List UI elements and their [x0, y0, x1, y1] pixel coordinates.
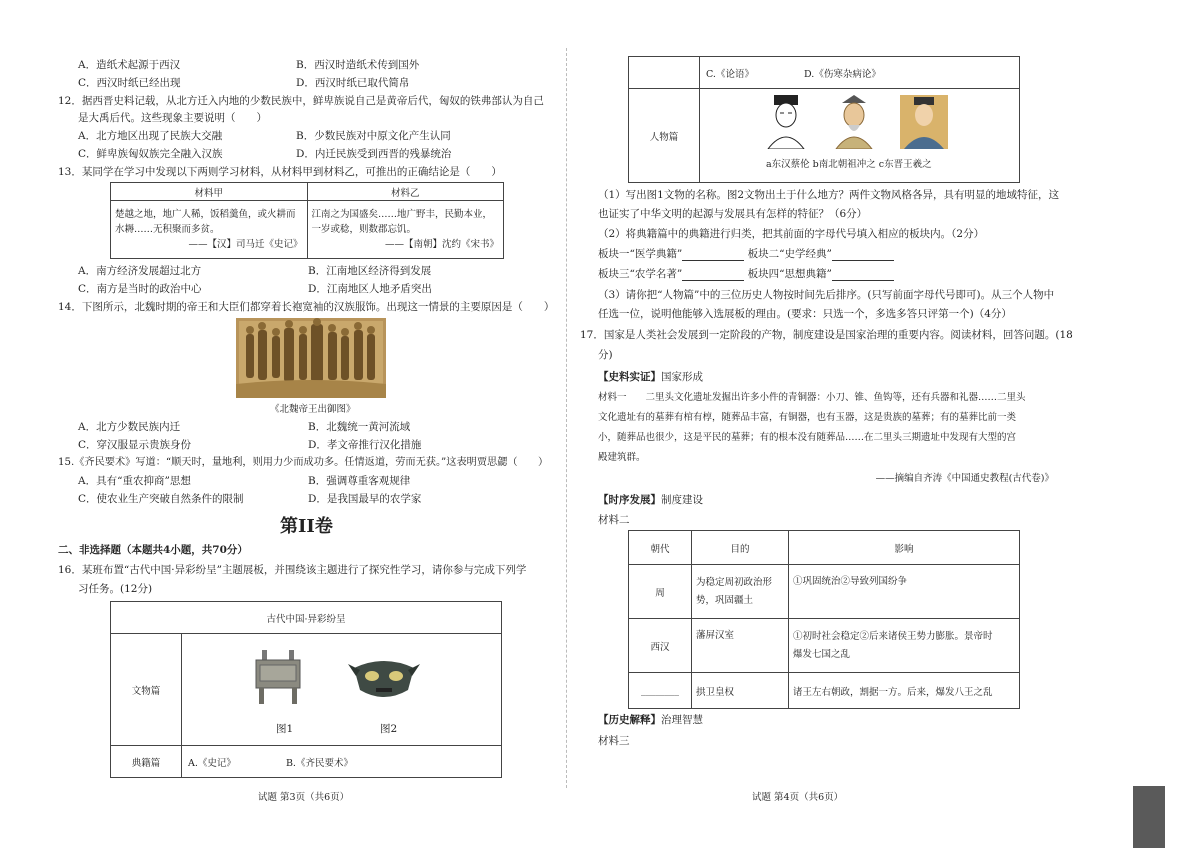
q16-1-line2: 也证实了中华文明的起源与发展具有怎样的特征？（6分） [598, 208, 868, 220]
q16-3-line1: （3）请你把“人物篇”中的三位历史人物按时间先后排序。(只写前面字母代号即可)。从三个人物中 [598, 289, 1055, 301]
q13-option-a: A．南方经济发展超过北方 [78, 265, 202, 277]
q16-2: （2）将典籍篇中的典籍进行归类，把其前面的字母代号填入相应的板块内。（2分） [598, 228, 985, 240]
q13-material-table [110, 182, 504, 259]
page-3-footer: 试题 第3页（共6页） [258, 792, 350, 803]
tag-timeline-line [598, 493, 703, 507]
volume-two-title: 第II卷 [280, 516, 333, 537]
purpose-line: 为稳定周初政治形 [696, 576, 773, 588]
classics-cell [182, 746, 502, 778]
tag-evidence-line [598, 370, 703, 384]
impact-cell [789, 619, 1020, 673]
impact-line: 爆发七国之乱 [793, 648, 851, 660]
bronze-ding-image [250, 648, 306, 706]
table-row-western-han [629, 619, 1020, 673]
scan-edge-mark [1133, 786, 1165, 848]
page-4-footer: 试题 第4页（共6页） [752, 792, 844, 803]
figure-1-label: 图1 [276, 723, 294, 735]
purpose-cell [692, 565, 789, 619]
material-a-text-1: 楚越之地，地广人稀，饭稻羹鱼，或火耕而 [115, 209, 296, 220]
board-3-label: 板块三“农学名著” [598, 268, 683, 280]
material-1-line4: 殿建筑群。 [598, 452, 646, 463]
q14-figure-caption: 《北魏帝王出御图》 [270, 404, 356, 415]
cai-lun-portrait [764, 95, 808, 149]
q14-option-d: D．孝文帝推行汉化措施 [308, 439, 422, 451]
material-1-line3: 小，随葬品也很少，这是平民的墓葬；有的根本没有随葬品……在二里头三期遗址中发现有大型的宫 [598, 432, 1017, 443]
board-4-label: 板块四“思想典籍” [747, 268, 832, 280]
board-3-blank[interactable] [682, 270, 744, 281]
q11-option-a: A．造纸术起源于西汉 [78, 59, 181, 71]
people-cell [700, 89, 1020, 183]
exhibition-board-continued-table [628, 56, 1020, 183]
impact-line: ①初时社会稳定②后来诸侯王势力膨胀。景帝时 [793, 630, 993, 642]
wang-xizhi-portrait [900, 95, 948, 149]
q15-option-c: C．使农业生产突破自然条件的限制 [78, 493, 244, 505]
q13-stem: 13．某同学在学习中发现以下两则学习材料，从材料甲到材料乙，可推出的正确结论是（ ） [58, 166, 502, 178]
q12-stem-line1: 12．据西晋史料记载，从北方迁入内地的少数民族中，鲜卑族说自己是黄帝后代，匈奴的铁弗部认为自己 [58, 95, 544, 107]
purpose-line: 藩屏汉室 [696, 630, 735, 641]
impact-line: ①巩固统治②导致列国纷争 [793, 576, 908, 587]
page-divider [566, 48, 567, 788]
material-b-header: 材料乙 [307, 183, 504, 201]
q15-option-a: A．具有“重农抑商”思想 [78, 475, 191, 487]
q15-option-d: D．是我国最早的农学家 [308, 493, 422, 505]
tag-timeline-topic: 制度建设 [661, 494, 703, 506]
q12-stem-line2: 是大禹后代。这些现象主要说明（ ） [78, 112, 267, 124]
material-b-source: ——【南朝】沈约《宋书》 [384, 239, 499, 250]
book-c: C.《论语》 [706, 68, 754, 80]
material-1-line2: 文化遗址有的墓葬有棺有椁，随葬品丰富，有铜器，也有玉器，这是贵族的墓葬；有的墓葬比前一类 [598, 412, 1017, 423]
material-3-label: 材料三 [598, 735, 630, 747]
board-row-people: 人物篇 [629, 89, 700, 183]
board-1-blank[interactable] [682, 250, 744, 261]
q12-option-d: D．内迁民族受到西晋的残暴统治 [296, 148, 452, 160]
material-b-cell [307, 201, 504, 259]
q17-stem-line1: 17．国家是人类社会发展到一定阶段的产物，制度建设是国家治理的重要内容。阅读材料，回答问题。(18 [580, 329, 1073, 341]
tag-interpretation-topic: 治理智慧 [661, 714, 703, 726]
zu-chongzhi-portrait [832, 95, 876, 149]
material-2-label: 材料二 [598, 514, 630, 526]
exhibition-board-table [110, 601, 502, 778]
artifacts-cell [182, 634, 502, 746]
q16-1-line1: （1）写出图1文物的名称。图2文物出土于什么地方？两件文物风格各异，具有明显的地域特征，这 [598, 189, 1060, 201]
material-b-text-1: 江南之为国盛矣……地广野丰，民勤本业， [311, 209, 493, 220]
col-impact-header: 影响 [789, 531, 1020, 565]
board-2-blank[interactable] [832, 250, 894, 261]
q12-option-b: B．少数民族对中原文化产生认同 [296, 130, 451, 142]
material-a-cell [111, 201, 308, 259]
tag-evidence-topic: 国家形成 [661, 371, 703, 383]
impact-cell [789, 565, 1020, 619]
q16-3-line2: 任选一位，说明他能够入选展板的理由。(要求：只选一个，多选多答只评第一个)（4分） [598, 308, 1012, 320]
board-1-line [598, 247, 894, 261]
board-4-blank[interactable] [832, 270, 894, 281]
q14-stem: 14．下图所示，北魏时期的帝王和大臣们都穿着长袍宽袖的汉族服饰。出现这一情景的主要原因是（ ） [58, 301, 555, 313]
tag-evidence: 【史料实证】 [598, 371, 661, 383]
dynasty-cell: 周 [629, 565, 692, 619]
tag-interpretation-line [598, 713, 703, 727]
purpose-cell [692, 673, 789, 709]
q14-option-b: B．北魏统一黄河流域 [308, 421, 411, 433]
q15-stem: 15.《齐民要术》写道：“顺天时，量地利，则用力少而成功多。任情返道，劳而无获。”这表明贾思勰（ ） [58, 457, 549, 468]
table-row-blank-dynasty [629, 673, 1020, 709]
board-row-classics: 典籍篇 [111, 746, 182, 778]
col-purpose-header: 目的 [692, 531, 789, 565]
purpose-line: 势，巩固疆土 [696, 594, 754, 606]
board-2-label: 板块二“史学经典” [747, 248, 832, 260]
material-1-source: ——摘编自齐涛《中国通史教程(古代卷)》 [875, 473, 1054, 484]
q13-option-b: B．江南地区经济得到发展 [308, 265, 432, 277]
board-3-line [598, 267, 894, 281]
material-a-header: 材料甲 [111, 183, 308, 201]
q11-option-b: B．西汉时造纸术传到国外 [296, 59, 420, 71]
northern-wei-procession-relief-image [236, 318, 386, 398]
book-d: D.《伤寒杂病论》 [804, 68, 881, 80]
q11-option-d: D．西汉时纸已取代简帛 [296, 77, 410, 89]
classics-cell-continued [700, 57, 1020, 89]
board-title: 古代中国·异彩纷呈 [111, 602, 502, 634]
q16-stem-line1: 16．某班布置“古代中国·异彩纷呈”主题展板，并围绕该主题进行了探究性学习，请你参与完成下列学 [58, 564, 527, 576]
q15-option-b: B．强调尊重客观规律 [308, 475, 411, 487]
q13-option-d: D．江南地区人地矛盾突出 [308, 283, 432, 295]
board-row-artifacts: 文物篇 [111, 634, 182, 746]
q16-stem-line2: 习任务。(12分) [78, 583, 153, 595]
col-dynasty-header: 朝代 [629, 531, 692, 565]
q12-option-c: C．鲜卑族匈奴族完全融入汉族 [78, 148, 223, 160]
material-a-text-2: 水耨……无积聚而多贫。 [115, 224, 220, 235]
q12-option-a: A．北方地区出现了民族大交融 [78, 130, 223, 142]
section-two-heading: 二、非选择题（本题共4小题，共70分） [58, 544, 248, 556]
figure-2-label: 图2 [380, 723, 398, 735]
people-caption: a东汉蔡伦 b南北朝祖冲之 c东晋王羲之 [766, 159, 932, 170]
continued-blank-cell [629, 57, 700, 89]
q14-option-a: A．北方少数民族内迁 [78, 421, 181, 433]
dynasty-blank-cell[interactable]: ________ [629, 673, 692, 709]
tag-timeline: 【时序发展】 [598, 494, 661, 506]
book-a: A.《史记》 [188, 757, 236, 769]
material-1-line1: 材料一 二里头文化遗址发掘出许多小件的青铜器：小刀、锥、鱼钩等，还有兵器和礼器……二里头 [598, 392, 1026, 403]
feudal-system-table [628, 530, 1020, 709]
q14-option-c: C．穿汉服显示贵族身份 [78, 439, 192, 451]
purpose-cell [692, 619, 789, 673]
board-1-label: 板块一“医学典籍” [598, 248, 683, 260]
book-b: B.《齐民要术》 [285, 757, 353, 769]
material-a-source: ——【汉】司马迁《史记》 [188, 239, 303, 250]
table-row-zhou [629, 565, 1020, 619]
purpose-line: 拱卫皇权 [696, 686, 735, 698]
dynasty-cell: 西汉 [629, 619, 692, 673]
q17-stem-line2: 分) [598, 349, 613, 361]
material-b-text-2: 一岁或稔，则数郡忘饥。 [311, 224, 417, 235]
bronze-mask-image [348, 654, 420, 706]
impact-cell [789, 673, 1020, 709]
q13-option-c: C．南方是当时的政治中心 [78, 283, 202, 295]
impact-line: 诸王左右朝政，割据一方。后来，爆发八王之乱 [793, 686, 993, 698]
tag-interpretation: 【历史解释】 [598, 714, 661, 726]
q11-option-c: C．西汉时纸已经出现 [78, 77, 181, 89]
